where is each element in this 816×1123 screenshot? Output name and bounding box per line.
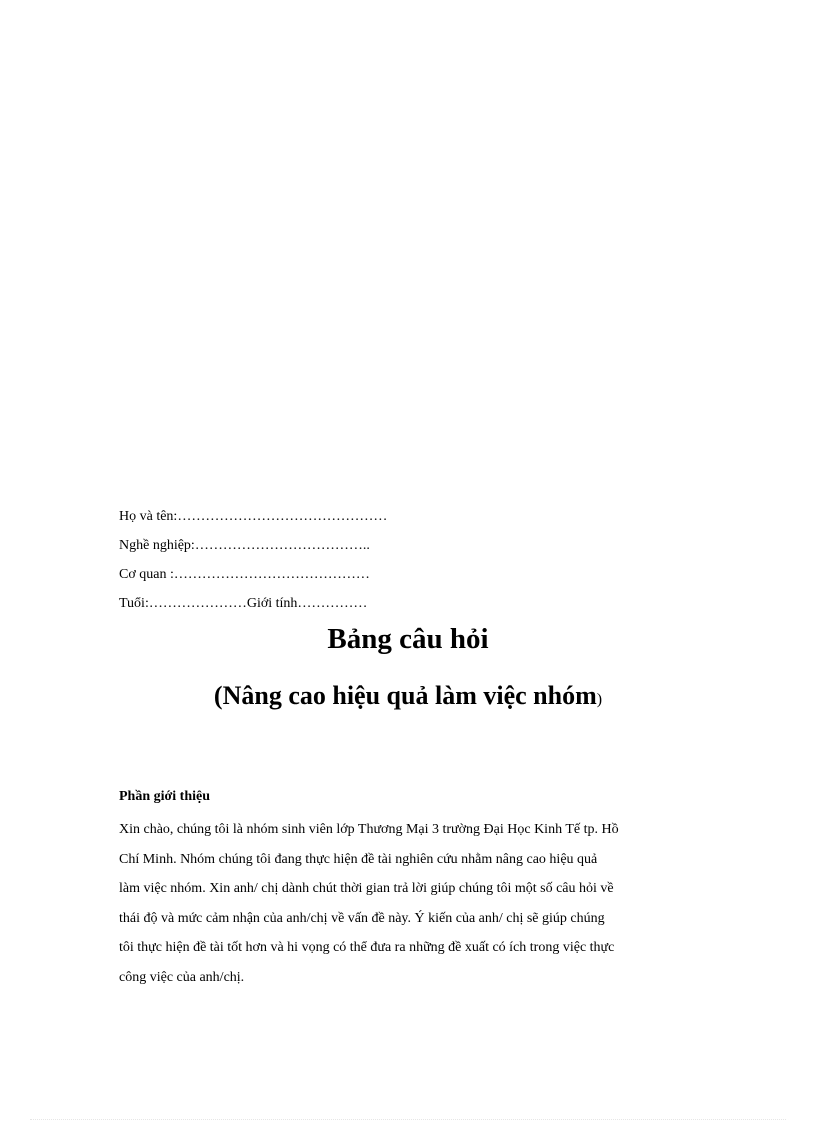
gender-field: Giới tính…………… (246, 596, 368, 611)
subtitle-close-paren: ) (596, 691, 603, 708)
intro-line: công việc của anh/chị. (119, 969, 245, 985)
name-field: Họ và tên:……………………………………… (119, 509, 388, 524)
intro-line: tôi thực hiện đề tài tốt hơn và hi vọng có thể đưa ra những đề xuất có ích trong việc thực (119, 940, 615, 955)
agency-field: Cơ quan :…………………………………… (119, 567, 370, 582)
intro-line: làm việc nhóm. Xin anh/ chị dành chút thời gian trả lời giúp chúng tôi một số câu hỏi về (119, 881, 614, 896)
page-divider (30, 1119, 786, 1120)
subtitle-open-paren: ( (213, 681, 223, 710)
intro-line: thái độ và mức cảm nhận của anh/chị về vấn đề này. Ý kiến của anh/ chị sẽ giúp chúng (119, 910, 605, 926)
intro-paragraph (119, 815, 699, 992)
subtitle-text: Nâng cao hiệu quả làm việc nhóm (222, 681, 597, 710)
respondent-info (119, 502, 719, 618)
intro-line: Xin chào, chúng tôi là nhóm sinh viên lớp Thương Mại 3 trường Đại Học Kinh Tế tp. Hồ (119, 822, 619, 837)
age-gender-line (119, 589, 719, 618)
age-field: Tuổi:………………… (119, 596, 247, 611)
occupation-field: Nghề nghiệp:……………………………….. (119, 538, 370, 553)
intro-heading: Phần giới thiệu (119, 789, 210, 804)
intro-line: Chí Minh. Nhóm chúng tôi đang thực hiện đề tài nghiên cứu nhằm nâng cao hiệu quả (119, 851, 598, 867)
page-title: Bảng câu hỏi (327, 623, 489, 655)
page-subtitle (0, 679, 816, 717)
